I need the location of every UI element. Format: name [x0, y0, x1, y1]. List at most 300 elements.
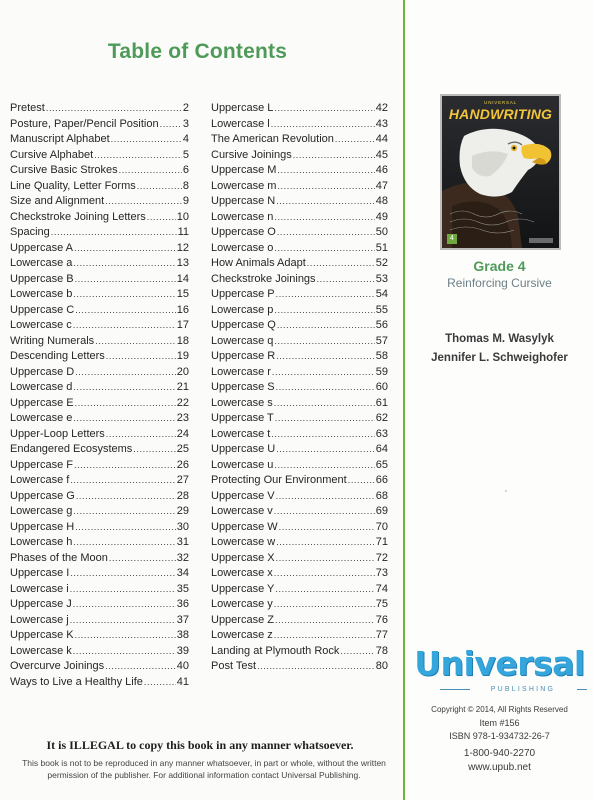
toc-leader-dots [271, 427, 374, 443]
toc-leader-dots [257, 659, 375, 675]
toc-entry-page: 32 [176, 551, 189, 564]
toc-leader-dots [340, 644, 374, 660]
toc-leader-dots [73, 504, 175, 520]
toc-leader-dots [137, 179, 182, 195]
toc-entry [211, 458, 388, 474]
toc-entry-page: 46 [375, 164, 388, 176]
toc-entry-title: Lowercase a [10, 257, 73, 269]
toc-entry-page: 75 [375, 598, 388, 610]
toc-entry-page: 34 [176, 567, 189, 579]
toc-entry-title: Uppercase L [211, 102, 274, 114]
toc-entry [10, 334, 189, 350]
toc-entry-title: Lowercase w [211, 536, 276, 548]
toc-entry [10, 318, 189, 334]
toc-leader-dots [95, 334, 176, 350]
toc-leader-dots [75, 628, 176, 644]
toc-entry-page: 14 [176, 272, 189, 285]
author-1: Thomas M. Wasylyk [445, 333, 554, 345]
publisher-logo: Universal [414, 644, 585, 683]
toc-leader-dots [75, 303, 176, 319]
toc-entry-title: Upper-Loop Letters [10, 427, 105, 440]
toc-leader-dots [106, 349, 176, 365]
toc-entry [211, 334, 388, 350]
toc-entry [211, 396, 388, 412]
toc-entry-title: Uppercase F [10, 458, 73, 471]
toc-entry-page: 26 [176, 458, 189, 471]
toc-leader-dots [70, 566, 175, 582]
toc-entry-page: 39 [176, 644, 189, 657]
toc-entry-page: 52 [375, 257, 388, 269]
toc-entry-title: Checkstroke Joining Letters [10, 210, 146, 223]
toc-entry [10, 349, 189, 365]
toc-entry [211, 194, 388, 210]
toc-entry [211, 303, 388, 319]
website: www.upub.net [468, 762, 531, 773]
toc-entry [10, 628, 189, 644]
toc-leader-dots [160, 117, 182, 133]
toc-leader-dots [94, 148, 182, 164]
toc-leader-dots [119, 163, 182, 179]
toc-entry-title: Lowercase v [211, 505, 273, 517]
toc-entry [10, 566, 189, 582]
toc-entry-page: 76 [375, 613, 388, 626]
toc-leader-dots [276, 287, 375, 303]
toc-entry-page: 40 [176, 660, 189, 672]
toc-leader-dots [70, 613, 176, 629]
toc-entry-page: 16 [176, 303, 189, 316]
toc-entry-page: 65 [375, 458, 388, 471]
toc-entry-title: Lowercase m [211, 179, 277, 192]
toc-entry [211, 566, 388, 582]
toc-entry-title: Uppercase G [10, 489, 75, 502]
phone-number: 1-800-940-2270 [463, 748, 536, 759]
toc-entry [211, 210, 388, 226]
toc-entry-title: Cursive Joinings [211, 148, 292, 161]
toc-entry-title: Uppercase N [211, 195, 276, 207]
toc-entry-page: 27 [176, 474, 189, 486]
toc-leader-dots [279, 520, 375, 536]
toc-entry-page: 49 [375, 210, 388, 223]
toc-entry-page: 74 [375, 582, 388, 595]
toc-entry-page: 28 [176, 489, 189, 502]
toc-entry-page: 19 [176, 350, 189, 362]
toc-entry-page: 64 [375, 443, 388, 455]
toc-entry-page: 9 [182, 195, 189, 207]
toc-entry-title: Ways to Live a Healthy Life [10, 675, 143, 688]
toc-title: Table of Contents [107, 40, 288, 63]
book-subtitle: Reinforcing Cursive [447, 276, 552, 290]
toc-entry [10, 194, 189, 210]
toc-leader-dots [335, 132, 375, 148]
toc-column-2 [211, 101, 388, 675]
toc-entry-page: 62 [375, 412, 388, 424]
toc-entry-title: Lowercase y [211, 598, 273, 610]
toc-entry-page: 45 [375, 148, 388, 161]
toc-entry-page: 29 [176, 505, 189, 517]
toc-entry [211, 628, 388, 644]
toc-entry-title: Uppercase U [211, 443, 276, 455]
toc-entry [10, 210, 189, 226]
toc-leader-dots [73, 287, 175, 303]
toc-entry-title: Overcurve Joinings [10, 660, 105, 672]
toc-leader-dots [274, 241, 374, 257]
toc-entry-title: Uppercase S [211, 381, 275, 393]
toc-entry-page: 37 [176, 613, 189, 626]
toc-entry-title: Lowercase z [211, 629, 273, 641]
toc-entry-title: Line Quality, Letter Forms [10, 179, 136, 192]
toc-entry-title: Uppercase W [211, 520, 278, 533]
toc-entry-page: 21 [176, 381, 189, 393]
toc-entry [10, 489, 189, 505]
toc-entry-page: 54 [375, 288, 388, 300]
toc-entry [211, 442, 388, 458]
toc-entry-page: 53 [375, 272, 388, 285]
toc-entry-title: Spacing [10, 226, 50, 238]
toc-entry-title: Manuscript Alphabet [10, 133, 110, 145]
toc-entry [10, 396, 189, 412]
toc-entry-page: 47 [375, 179, 388, 192]
toc-entry [211, 504, 388, 520]
cover-series-label: UNIVERSAL [484, 100, 517, 105]
logo-rule-right [577, 689, 587, 690]
toc-entry-page: 59 [375, 365, 388, 378]
toc-leader-dots [73, 256, 175, 272]
toc-entry-page: 31 [176, 536, 189, 548]
toc-leader-dots [76, 489, 176, 505]
toc-leader-dots [73, 535, 175, 551]
toc-entry-page: 12 [176, 241, 189, 254]
toc-leader-dots [307, 256, 375, 272]
toc-entry-title: Uppercase D [10, 365, 75, 378]
toc-entry-title: Lowercase t [211, 427, 271, 440]
toc-entry-page: 69 [375, 505, 388, 517]
toc-entry-title: The American Revolution [211, 133, 334, 145]
toc-entry-title: Lowercase p [211, 303, 274, 316]
toc-leader-dots [274, 566, 375, 582]
toc-entry [211, 318, 388, 334]
toc-entry [211, 473, 388, 489]
toc-entry [211, 349, 388, 365]
toc-entry-page: 23 [176, 412, 189, 424]
book-info-panel [405, 0, 594, 800]
toc-entry-page: 5 [182, 148, 189, 161]
toc-leader-dots [317, 272, 375, 288]
isbn: ISBN 978-1-934732-26-7 [449, 731, 550, 741]
toc-entry [211, 659, 388, 675]
toc-entry-title: Lowercase o [211, 241, 274, 254]
toc-leader-dots [105, 194, 182, 210]
toc-entry [10, 287, 189, 303]
toc-entry-title: Lowercase f [10, 474, 70, 486]
toc-entry-title: Lowercase j [10, 613, 69, 626]
toc-leader-dots [274, 396, 375, 412]
toc-leader-dots [109, 551, 176, 567]
toc-entry-page: 8 [182, 179, 189, 192]
toc-entry [10, 272, 189, 288]
toc-entry-title: Uppercase I [10, 567, 70, 579]
toc-leader-dots [75, 396, 176, 412]
toc-entry-page: 61 [375, 396, 388, 409]
toc-entry-page: 22 [176, 396, 189, 409]
toc-entry-title: Uppercase O [211, 226, 276, 238]
toc-entry-page: 24 [176, 427, 189, 440]
toc-entry-page: 56 [375, 319, 388, 331]
toc-entry-page: 18 [176, 334, 189, 347]
toc-leader-dots [276, 551, 375, 567]
toc-entry-title: Lowercase d [10, 381, 73, 393]
toc-entry-title: Posture, Paper/Pencil Position [10, 117, 159, 130]
copy-notice-detail: This book is not to be reproduced in any manner whatsoever, in part or whole, without the written permission of the publisher. For additional information contact Universal Publishing. [22, 758, 386, 780]
toc-entry [211, 365, 388, 381]
toc-entry [211, 256, 388, 272]
toc-entry-title: Lowercase k [10, 644, 72, 657]
toc-leader-dots [144, 675, 176, 691]
toc-leader-dots [348, 473, 375, 489]
toc-entry [211, 535, 388, 551]
toc-entry [10, 551, 189, 567]
toc-entry [211, 613, 388, 629]
toc-leader-dots [275, 411, 375, 427]
toc-entry [211, 148, 388, 164]
toc-entry [211, 520, 388, 536]
toc-entry [10, 582, 189, 598]
toc-leader-dots [274, 628, 375, 644]
toc-entry-title: Uppercase E [10, 396, 74, 409]
toc-leader-dots [274, 334, 374, 350]
toc-entry-title: Pretest [10, 102, 45, 114]
toc-entry-title: Lowercase b [10, 288, 73, 300]
toc-entry-title: Uppercase Z [211, 613, 274, 626]
toc-entry [211, 225, 388, 241]
toc-leader-dots [274, 504, 375, 520]
toc-leader-dots [276, 380, 375, 396]
toc-entry-page: 17 [176, 319, 189, 331]
toc-leader-dots [274, 458, 374, 474]
toc-entry-page: 43 [375, 117, 388, 130]
toc-leader-dots [111, 132, 182, 148]
toc-leader-dots [75, 272, 176, 288]
toc-entry-page: 51 [375, 241, 388, 254]
toc-entry-page: 15 [176, 288, 189, 300]
toc-entry [10, 504, 189, 520]
toc-entry [10, 225, 189, 241]
toc-entry-title: Phases of the Moon [10, 551, 108, 564]
toc-leader-dots [46, 101, 182, 117]
toc-entry-page: 10 [176, 210, 189, 223]
toc-entry-page: 20 [176, 365, 189, 378]
toc-entry-title: Lowercase l [211, 117, 270, 130]
toc-entry-title: Uppercase T [211, 412, 274, 424]
toc-leader-dots [106, 427, 176, 443]
toc-entry [10, 163, 189, 179]
toc-entry [211, 241, 388, 257]
cover-grade-badge: 4 [447, 234, 457, 244]
toc-entry [211, 101, 388, 117]
toc-entry [10, 411, 189, 427]
toc-entry-page: 77 [375, 629, 388, 641]
toc-entry [211, 551, 388, 567]
toc-entry-page: 58 [375, 350, 388, 362]
toc-leader-dots [70, 582, 176, 598]
toc-entry [10, 380, 189, 396]
toc-entry-page: 13 [176, 257, 189, 269]
toc-entry [211, 163, 388, 179]
toc-leader-dots [272, 365, 375, 381]
toc-entry-title: Lowercase c [10, 319, 72, 331]
copyright-text: Copyright © 2014, All Rights Reserved [431, 705, 568, 714]
toc-leader-dots [276, 442, 375, 458]
toc-leader-dots [277, 163, 374, 179]
toc-entry-title: Lowercase u [211, 458, 274, 471]
toc-entry-page: 80 [375, 660, 388, 672]
toc-entry-title: Lowercase x [211, 567, 273, 579]
toc-leader-dots [271, 117, 375, 133]
speck [505, 490, 507, 492]
toc-entry [211, 597, 388, 613]
toc-entry [10, 427, 189, 443]
toc-entry-title: Uppercase Y [211, 582, 275, 595]
toc-entry-page: 38 [176, 629, 189, 641]
toc-entry [10, 675, 189, 691]
toc-leader-dots [277, 225, 375, 241]
toc-entry [10, 644, 189, 660]
publisher-logo-sub: PUBLISHING [490, 686, 556, 693]
toc-entry-page: 11 [177, 226, 189, 238]
toc-leader-dots [275, 613, 375, 629]
toc-entry-page: 71 [375, 536, 388, 548]
toc-entry [10, 535, 189, 551]
toc-leader-dots [105, 659, 176, 675]
toc-leader-dots [276, 489, 375, 505]
toc-leader-dots [73, 318, 176, 334]
toc-leader-dots [70, 473, 175, 489]
toc-leader-dots [274, 101, 374, 117]
toc-entry-title: Descending Letters [10, 350, 105, 362]
toc-entry-page: 66 [375, 474, 388, 486]
copy-warning: It is ILLEGAL to copy this book in any manner whatsoever. [46, 738, 354, 752]
toc-entry-title: Uppercase B [10, 272, 74, 285]
toc-entry [211, 117, 388, 133]
toc-entry [211, 411, 388, 427]
cover-title: HANDWRITING [448, 106, 553, 122]
toc-leader-dots [274, 303, 374, 319]
toc-leader-dots [74, 458, 176, 474]
toc-leader-dots [276, 194, 375, 210]
toc-entry [10, 659, 189, 675]
toc-entry-title: Uppercase X [211, 551, 275, 564]
toc-entry-page: 4 [182, 133, 189, 145]
toc-leader-dots [75, 365, 176, 381]
toc-entry [10, 179, 189, 195]
toc-entry [211, 132, 388, 148]
toc-entry-title: Lowercase i [10, 582, 69, 595]
toc-entry [10, 303, 189, 319]
toc-entry [10, 442, 189, 458]
toc-entry [211, 272, 388, 288]
toc-entry-title: Uppercase Q [211, 319, 276, 331]
cover-thumbnail [440, 94, 561, 250]
toc-entry-title: How Animals Adapt [211, 257, 306, 269]
toc-entry-page: 78 [375, 644, 388, 657]
toc-leader-dots [73, 380, 175, 396]
toc-entry-title: Lowercase r [211, 365, 271, 378]
toc-entry-page: 72 [375, 551, 388, 564]
toc-entry-page: 70 [375, 520, 388, 533]
toc-entry [10, 520, 189, 536]
toc-entry-page: 35 [176, 582, 189, 595]
toc-leader-dots [73, 411, 175, 427]
toc-entry-title: Lowercase e [10, 412, 73, 424]
toc-entry-page: 48 [375, 195, 388, 207]
toc-entry [211, 427, 388, 443]
toc-entry [211, 287, 388, 303]
toc-entry-title: Lowercase q [211, 334, 274, 347]
toc-entry [10, 256, 189, 272]
toc-entry-page: 60 [375, 381, 388, 393]
toc-entry-title: Uppercase K [10, 629, 74, 641]
item-number: Item #156 [479, 718, 520, 728]
toc-leader-dots [133, 442, 175, 458]
toc-entry-title: Writing Numerals [10, 334, 95, 347]
toc-entry-title: Lowercase h [10, 536, 73, 548]
toc-entry-title: Checkstroke Joinings [211, 272, 316, 285]
toc-leader-dots [74, 241, 176, 257]
toc-entry-title: Uppercase H [10, 520, 75, 533]
toc-entry-title: Uppercase M [211, 164, 277, 176]
toc-entry-title: Uppercase A [10, 241, 73, 254]
toc-entry-page: 73 [375, 567, 388, 579]
toc-leader-dots [274, 210, 374, 226]
toc-entry-page: 41 [176, 675, 189, 688]
toc-entry [10, 241, 189, 257]
toc-entry-title: Size and Alignment [10, 195, 105, 207]
toc-entry-title: Uppercase J [10, 598, 72, 610]
toc-leader-dots [73, 597, 176, 613]
toc-entry [211, 644, 388, 660]
toc-leader-dots [274, 597, 375, 613]
toc-entry-title: Protecting Our Environment [211, 474, 347, 486]
toc-entry-page: 63 [375, 427, 388, 440]
toc-leader-dots [293, 148, 375, 164]
toc-entry [10, 148, 189, 164]
toc-leader-dots [147, 210, 176, 226]
toc-entry-page: 42 [375, 102, 388, 114]
toc-entry-title: Uppercase P [211, 288, 275, 300]
toc-entry-page: 25 [176, 443, 189, 455]
cover-tag [529, 238, 553, 243]
toc-entry-title: Landing at Plymouth Rock [211, 644, 340, 657]
toc-column-1 [10, 101, 189, 690]
toc-entry-page: 3 [182, 117, 189, 130]
toc-entry-page: 50 [375, 226, 388, 238]
toc-entry [10, 117, 189, 133]
toc-entry-title: Uppercase C [10, 303, 75, 316]
logo-rule-left [440, 689, 470, 690]
toc-entry [211, 380, 388, 396]
toc-entry-page: 36 [176, 598, 189, 610]
toc-entry-title: Lowercase g [10, 505, 73, 517]
toc-leader-dots [51, 225, 177, 241]
toc-leader-dots [75, 520, 176, 536]
toc-entry [10, 101, 189, 117]
toc-leader-dots [276, 535, 375, 551]
toc-entry-page: 6 [182, 164, 189, 176]
toc-leader-dots [277, 318, 375, 334]
toc-entry-title: Cursive Basic Strokes [10, 164, 118, 176]
toc-entry [10, 613, 189, 629]
toc-entry [211, 489, 388, 505]
toc-entry [10, 458, 189, 474]
